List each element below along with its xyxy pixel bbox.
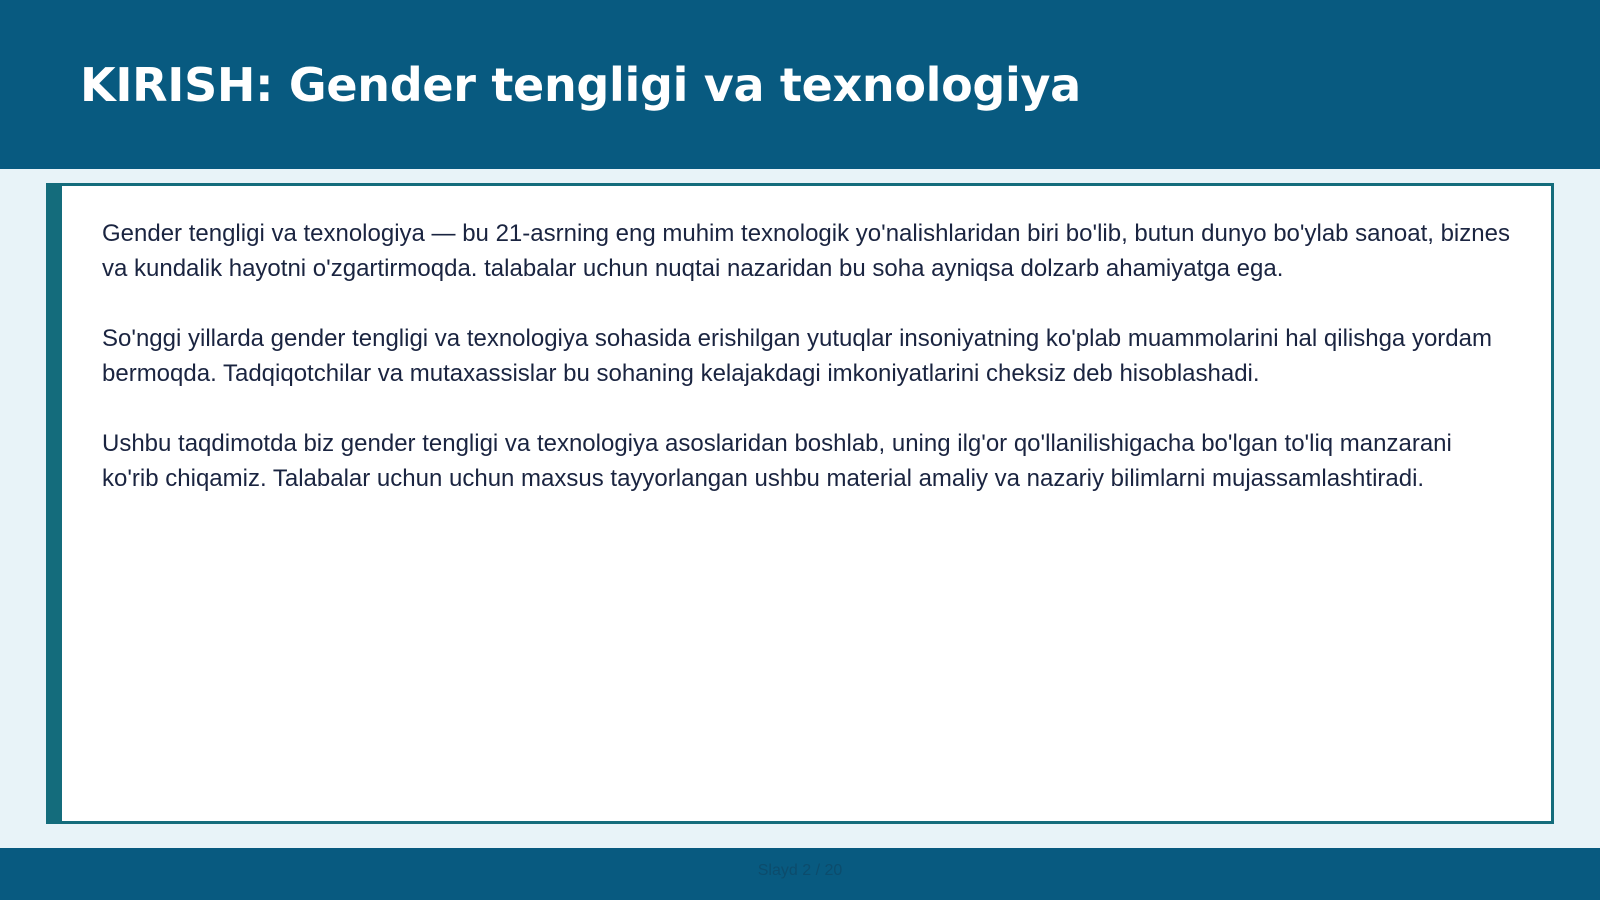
slide-title: KIRISH: Gender tengligi va texnologiya [80,58,1081,112]
paragraph-2: So'nggi yillarda gender tengligi va texnologiya sohasida erishilgan yutuqlar insoniyatning ko'plab muammolarini hal qilishga yordam bermoqda. Tadqiqotchilar va mutaxassislar bu sohaning kelajakdagi imkoniyatlarini cheksiz deb hisoblashadi. [102,325,1492,387]
paragraph-1: Gender tengligi va texnologiya — bu 21-asrning eng muhim texnologik yo'nalishlaridan biri bo'lib, butun dunyo bo'ylab sanoat, biznes va kundalik hayotni o'zgartirmoqda. talabalar uchun nuqtai nazaridan bu soha ayniqsa dolzarb ahamiyatga ega. [102,220,1510,282]
content-text [102,216,1512,531]
slide-header [0,0,1600,169]
slide-number: Slayd 2 / 20 [757,862,843,879]
slide-footer [0,848,1600,900]
paragraph-3: Ushbu taqdimotda biz gender tengligi va texnologiya asoslaridan boshlab, uning ilg'or qo'llanilishigacha bo'lgan to'liq manzarani ko'rib chiqamiz. Talabalar uchun uchun maxsus tayyorlangan ushbu material amaliy va nazariy bilimlarni mujassamlashtiradi. [102,430,1452,492]
content-panel [46,183,1554,824]
